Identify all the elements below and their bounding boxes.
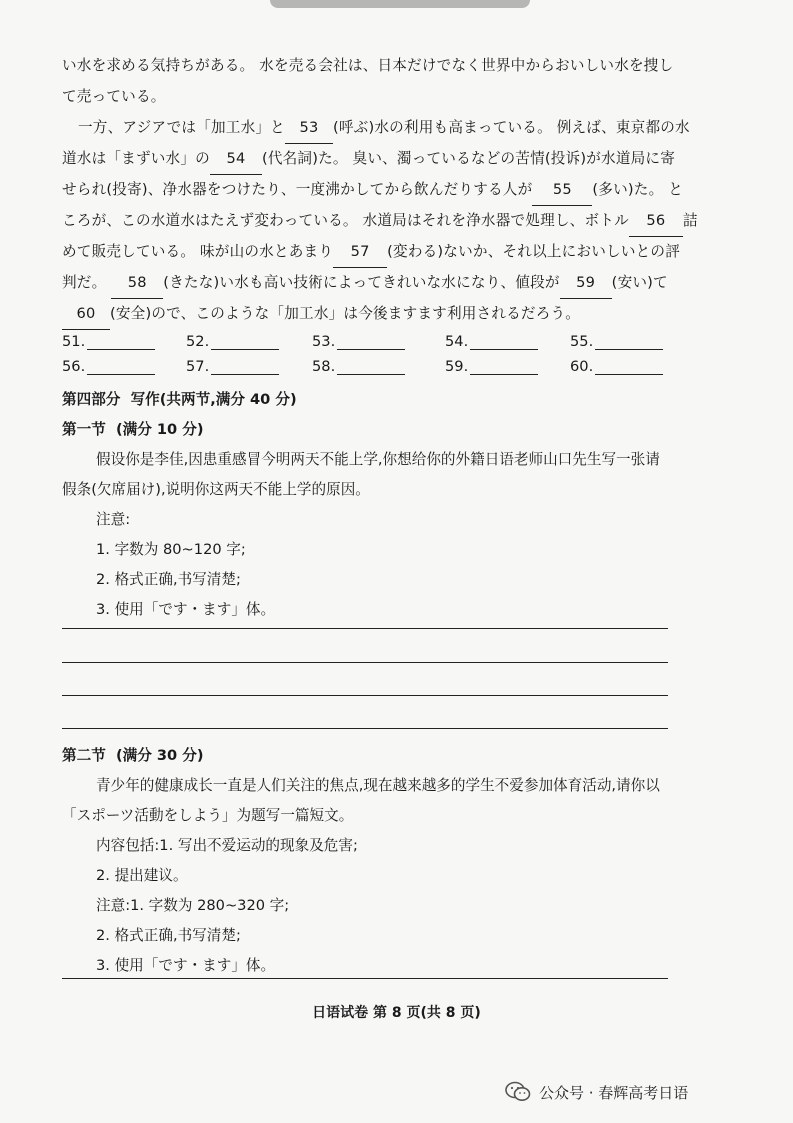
blank-59: 59 [560,267,612,299]
answer-slot-55[interactable]: 55. [570,333,663,350]
blank-58: 58 [111,267,163,299]
part4-heading: 第四部分 写作(共两节,满分 40 分) [62,391,297,408]
watermark: 公众号 · 春辉高考日语 [505,1076,785,1108]
section1-prompt-line-2: 假条(欠席届け),说明你这两天不能上学的原因。 [62,481,370,498]
blank-60: 60 [62,298,110,330]
section2-prompt-line-1: 青少年的健康成长一直是人们关注的焦点,现在越来越多的学生不爱参加体育活动,请你以 [96,777,660,794]
blank-55: 55 [532,174,592,206]
blank-57: 57 [333,236,387,268]
answer-slot-54[interactable]: 54. [445,333,538,350]
section2-content-1: 内容包括:1. 写出不爱运动的现象及危害; [96,837,358,854]
passage-line-5: せられ(投寄)、净水器をつけたり、一度沸かしてから飲んだりする人が 55 (多い)た。 と [62,174,684,206]
answer-slot-51[interactable]: 51. [62,333,155,350]
section2-note-1: 注意:1. 字数为 280~320 字; [96,897,290,914]
section1-heading: 第一节 (满分 10 分) [62,421,204,438]
answer-row-2 [62,358,692,380]
answer-slot-60[interactable]: 60. [570,358,663,375]
writing-line[interactable] [62,695,668,696]
scan-edge-shadow [270,0,530,8]
writing-line[interactable] [62,728,668,729]
page-footer: 日语试卷 第 8 页(共 8 页) [312,1005,481,1021]
passage-line-7: めて販売している。 味が山の水とあまり 57 (変わる)ないか、それ以上においしいとの評 [62,236,684,268]
section2-note-3: 3. 使用「です・ます」体。 [96,957,276,974]
passage-line-4: 道水は「まずい水」の 54 (代名詞)た。 臭い、濁っているなどの苦情(投诉)が水道局に寄 [62,143,684,175]
section1-note-3: 3. 使用「です・ます」体。 [96,601,276,618]
answer-slot-56[interactable]: 56. [62,358,155,375]
section1-prompt-line-1: 假设你是李佳,因患重感冒今明两天不能上学,你想给你的外籍日语老师山口先生写一张请 [96,451,660,468]
answer-slot-57[interactable]: 57. [186,358,279,375]
answer-slot-52[interactable]: 52. [186,333,279,350]
section1-note-1: 1. 字数为 80~120 字; [96,541,246,558]
section1-notes-label: 注意: [96,511,131,528]
answer-slot-53[interactable]: 53. [312,333,405,350]
section2-heading: 第二节 (满分 30 分) [62,747,204,764]
section2-note-2: 2. 格式正确,书写清楚; [96,927,241,944]
passage-line-9: 60 (安全)ので、このような「加工水」は今後ますます利用されるだろう。 [62,298,684,330]
blank-56: 56 [629,205,683,237]
blank-53: 53 [285,112,333,144]
writing-line[interactable] [62,662,668,663]
passage-line-8: 判だ。 58 (きたな)い水も高い技術によってきれいな水になり、値段が 59 (安い)て [62,267,684,299]
answer-slot-58[interactable]: 58. [312,358,405,375]
wechat-icon [505,1081,531,1103]
writing-line[interactable] [62,978,668,979]
blank-54: 54 [210,143,262,175]
section1-note-2: 2. 格式正确,书写清楚; [96,571,241,588]
passage-line-2: て売っている。 [62,88,166,105]
writing-line[interactable] [62,628,668,629]
answer-row-1 [62,333,692,355]
answer-slot-59[interactable]: 59. [445,358,538,375]
passage-line-6: ころが、この水道水はたえず変わっている。 水道局はそれを浄水器で処理し、ボトル 56 詰 [62,205,684,237]
section2-content-2: 2. 提出建议。 [96,867,188,884]
passage-line-1: い水を求める気持ちがある。 水を売る会社は、日本だけでなく世界中からおいしい水を捜し [62,57,674,74]
section2-prompt-line-2: 「スポーツ活動をしよう」为题写一篇短文。 [62,807,354,824]
passage-line-3: 一方、アジアでは「加工水」と 53 (呼ぶ)水の利用も高まっている。 例えば、東京都の水 [78,112,700,144]
